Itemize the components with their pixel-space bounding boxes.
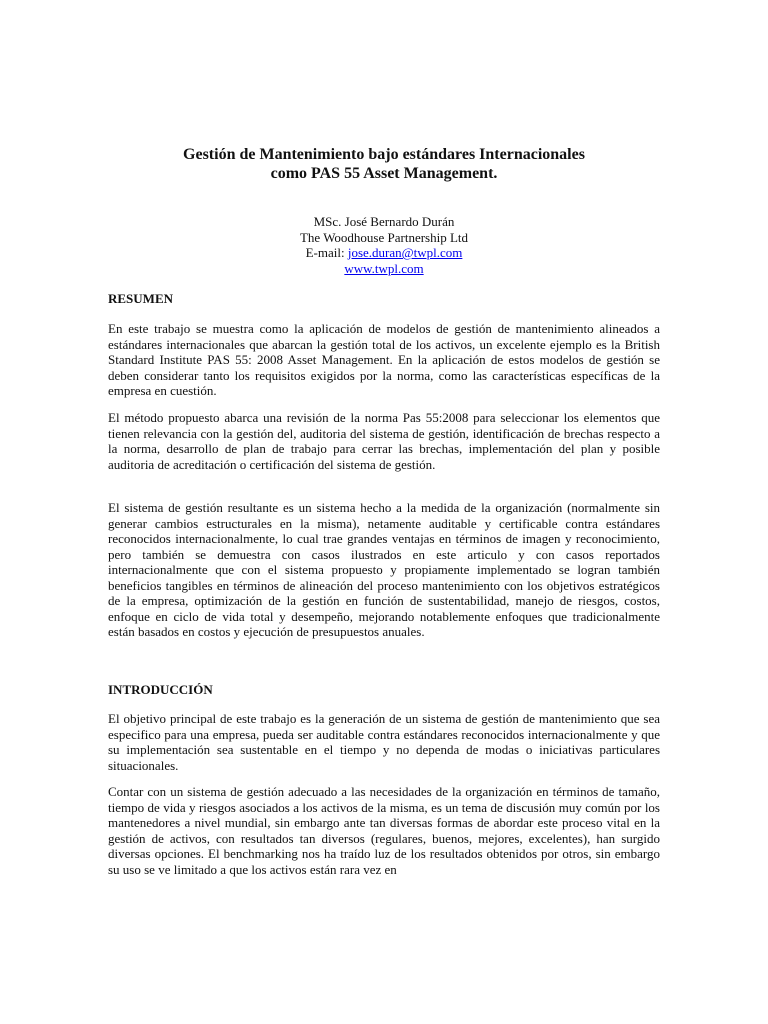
paper-title-line-2: como PAS 55 Asset Management. bbox=[270, 165, 498, 182]
email-link[interactable]: jose.duran@twpl.com bbox=[347, 245, 463, 260]
paper-title bbox=[108, 145, 660, 183]
introduccion-paragraph-1: El objetivo principal de este trabajo es la generación de un sistema de gestión de mantenimiento que sea especifico para una empresa, pueda ser auditable contra estándares reconocidos internacionalmente y que su implementación sea sustentable en el tiempo y no dependa de modas o iniciativas particulares situacionales. bbox=[108, 711, 660, 773]
author-email-line bbox=[108, 245, 660, 261]
resumen-paragraph-2: El método propuesto abarca una revisión de la norma Pas 55:2008 para seleccionar los elementos que tienen relevancia con la gestión del, auditoria del sistema de gestión, identificación de brechas respecto a la norma, desarrollo de plan de trabajo para cerrar las brechas, implementación del plan y posible auditoria de acreditación o certificación del sistema de gestión. bbox=[108, 410, 660, 472]
author-block bbox=[108, 214, 660, 276]
author-name: MSc. José Bernardo Durán bbox=[313, 214, 455, 229]
author-affiliation: The Woodhouse Partnership Ltd bbox=[299, 229, 469, 245]
resumen-paragraph-1: En este trabajo se muestra como la aplicación de modelos de gestión de mantenimiento alineados a estándares internacionales que abarcan la gestión total de los activos, un excelente ejemplo es la British Standard Institute PAS 55: 2008 Asset Management. En la aplicación de estos modelos de gestión se deben considerar tanto los requisitos exigidos por la norma, como las características específicas de la empresa en cuestión. bbox=[108, 321, 660, 398]
introduccion-heading: INTRODUCCIÓN bbox=[108, 682, 213, 697]
introduccion-paragraph-2: Contar con un sistema de gestión adecuado a las necesidades de la organización en términos de tamaño, tiempo de vida y riesgos asociados a los activos de la misma, es un tema de discusión muy común por los mantenedores a nivel mundial, sin embargo ante tan diversas formas de abordar este proceso vital en la gestión de activos, con resultados tan diversos (regulares, buenos, mejores, excelentes), han surgido diversas opciones. El benchmarking nos ha traído luz de los resultados obtenidos por otros, sin embargo su uso se ve limitado a que los activos están rara vez en bbox=[108, 784, 660, 877]
website-link[interactable]: www.twpl.com bbox=[344, 260, 424, 276]
paper-title-line-1: Gestión de Mantenimiento bajo estándares Internacionales bbox=[183, 146, 585, 163]
email-prefix: E-mail: bbox=[305, 245, 348, 260]
resumen-paragraph-3: El sistema de gestión resultante es un sistema hecho a la medida de la organización (normalmente sin generar cambios estructurales en la misma), netamente auditable y certificable contra estándares reconocidos internacionalmente, lo cual trae grandes ventajas en términos de imagen y reconocimiento, pero también se demuestra con casos ilustrados en este articulo y con casos reportados internacionalmente que con el sistema propuesto y propiamente implementado se logran también beneficios tangibles en términos de alineación del proceso mantenimiento con los objetivos estratégicos de la empresa, optimización de la gestión en función de sustentabilidad, manejo de riesgos, costos, enfoque en ciclo de vida total y desempeño, mejorando notablemente enfoques que tradicionalmente están basados en costos y ejecución de presupuestos anuales. bbox=[108, 500, 660, 639]
resumen-heading: RESUMEN bbox=[108, 291, 174, 306]
